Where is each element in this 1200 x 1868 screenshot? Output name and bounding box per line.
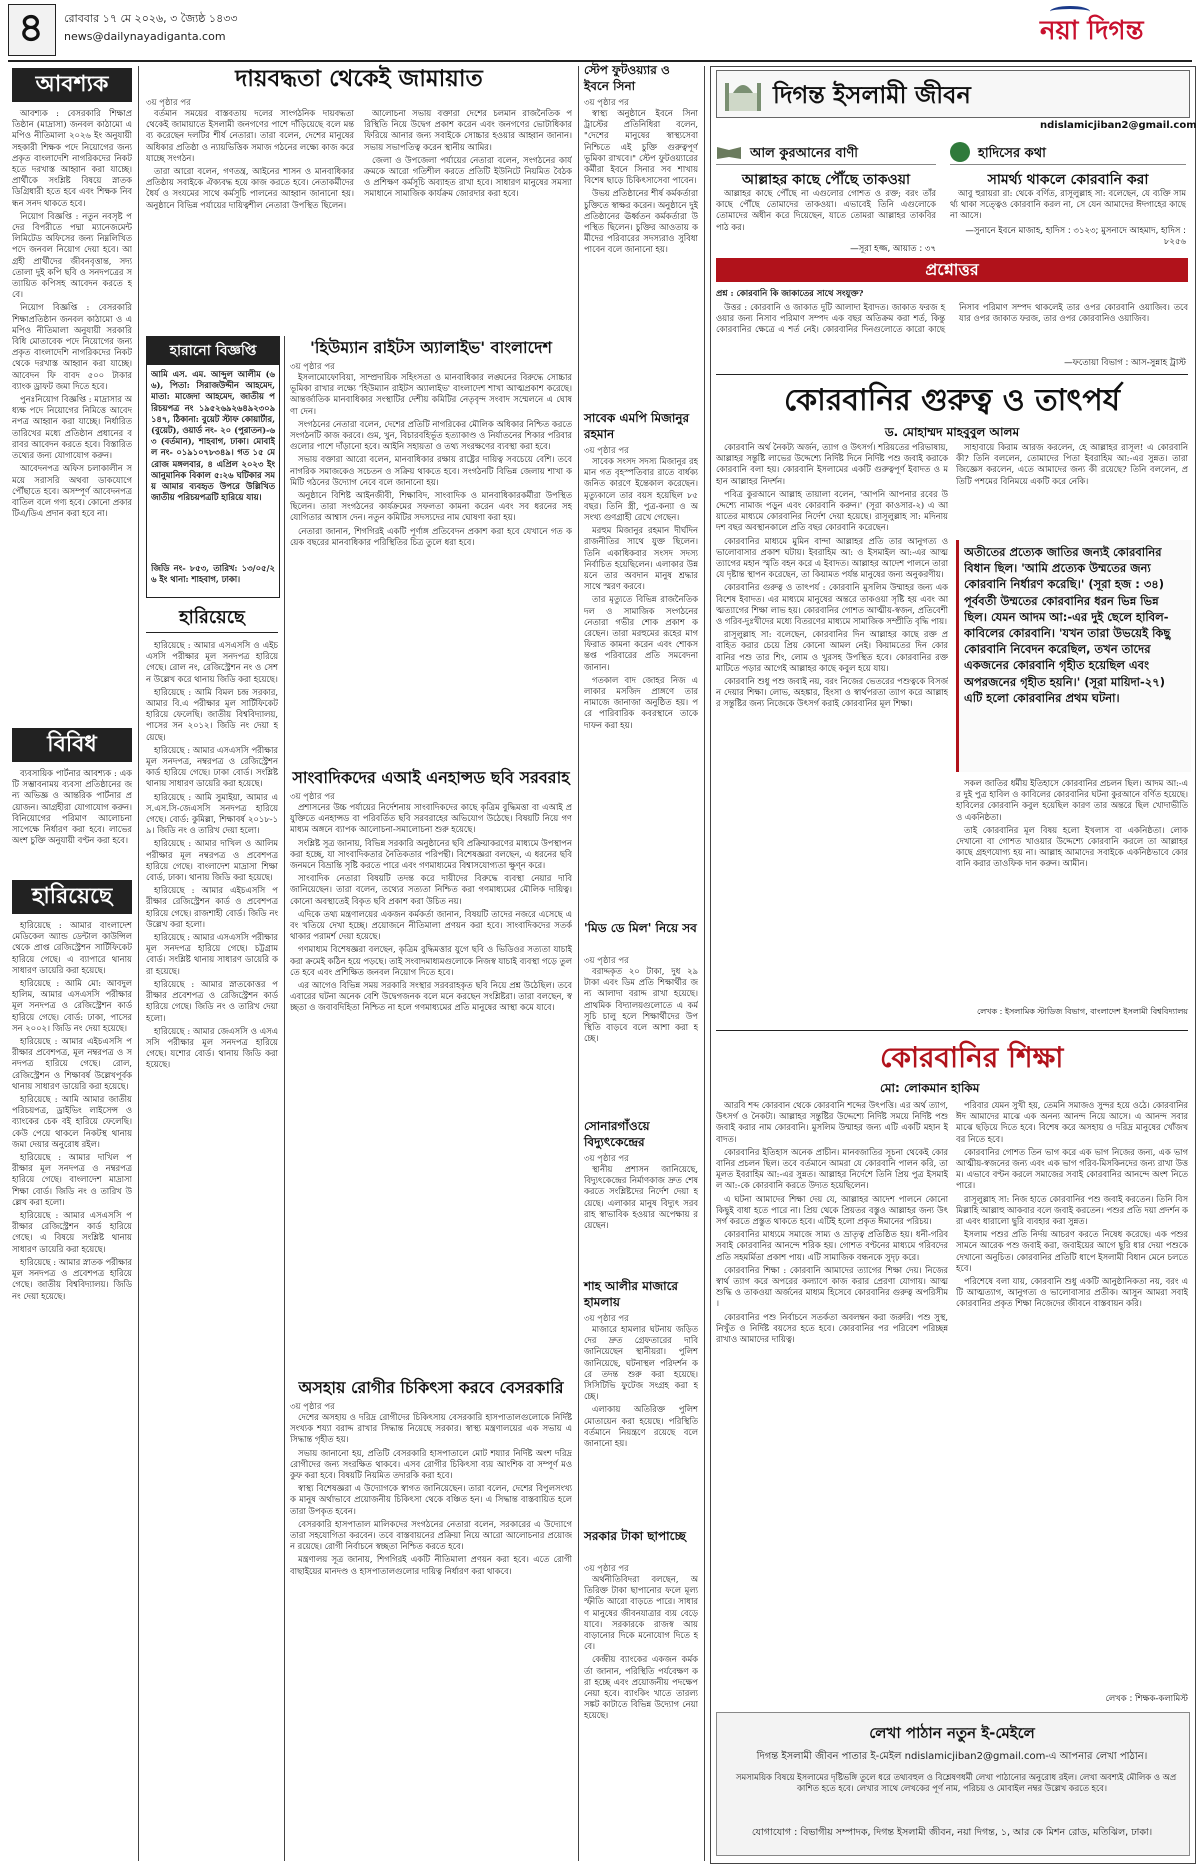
ex-mp-kicker: ৩য় পৃষ্ঠার পর: [584, 446, 629, 456]
shah-ali-body: মাজারে হামলার ঘটনায় জড়িতদের দ্রুত গ্রেফতারের দাবি জানিয়েছেন স্থানীয়রা। পুলিশ জানিয়েছে, ঘটনাস্থল পরিদর্শন করে তদন্ত শুরু করা হয়েছে। সিসিটিভি ফুটেজ সংগ্রহ করা হচ্ছে। এলাকায় অতিরিক্ত পুলিশ মোতায়েন করা হয়েছে। পরিস্থিতি বর্তমানে নিয়ন্ত্রণে রয়েছে বলে জানানো হয়।: [584, 1324, 698, 1449]
poor-patients-kicker: ৩য় পৃষ্ঠার পর: [290, 1402, 335, 1412]
logo-text: নয়া দিগন্ত: [1040, 16, 1144, 46]
lost-notices-center: হারিয়েছে : আমার এসএসসি ও এইচএসসি পরীক্ষার মূল সনদপত্র হারিয়ে গেছে। রোল নং, রেজিস্ট্রেশন নং ও সেশন উল্লেখ করে থানায় জিডি করা হয়েছে। হারিয়েছে : আমি বিমল চন্দ্র সরকার, আমার বি.এ পরীক্ষার মূল সার্টিফিকেট হারিয়ে ফেলেছি। জাতীয় বিশ্ববিদ্যালয়, পাসের সন ২০১২। জিডি নং দেয়া হয়েছে। হারিয়েছে : আমার এসএসসি পরীক্ষার মূল সনদপত্র, নম্বরপত্র ও রেজিস্ট্রেশন কার্ড হারিয়ে গেছে। ঢাকা বোর্ড। সংশ্লিষ্ট থানায় সাধারণ ডায়েরি করা হয়েছে। হারিয়েছে : আমি সুমাইয়া, আমার এস.এস.সি-জেএসসি সনদপত্র হারিয়ে গেছে। বোর্ড: কুমিল্লা, শিক্ষাবর্ষ ২০১৮-১৯। জিডি নং ও তারিখ দেয়া হলো। হারিয়েছে : আমার দাখিল ও আলিম পরীক্ষার মূল নম্বরপত্র ও প্রবেশপত্র হারিয়ে গেছে। বাংলাদেশ মাদ্রাসা শিক্ষা বোর্ড, ঢাকা। থানায় জিডি করা হয়েছে। হারিয়েছে : আমার এইচএসসি পরীক্ষার রেজিস্ট্রেশন কার্ড ও প্রবেশপত্র হারিয়ে গেছে। রাজশাহী বোর্ড। জিডি নং উল্লেখ করা হলো। হারিয়েছে : আমার এসএসসি পরীক্ষার মূল সনদপত্র হারিয়ে গেছে। চট্টগ্রাম বোর্ড। সংশ্লিষ্ট থানায় সাধারণ ডায়েরি করা হয়েছে। হারিয়েছে : আমার স্নাতকোত্তর পরীক্ষার প্রবেশপত্র ও রেজিস্ট্রেশন কার্ড হারিয়ে গেছে। জিডি নং ও তারিখ দেয়া হলো। হারিয়েছে : আমার জেএসসি ও এসএসসি পরীক্ষার মূল সনদপত্র হারিয়ে গেছে। যশোর বোর্ড। থানায় জিডি করা হয়েছে।: [146, 640, 278, 1070]
lesson-author: মো: লোকমান হাকিম: [880, 1081, 980, 1095]
masthead: [0, 0, 1200, 62]
lesson-body-left: আরবি শব্দ কোরবান থেকে কোরবানি শব্দের উৎপত্তি। এর অর্থ ত্যাগ, উৎসর্গ ও নৈকট্য। আল্লাহর সন্তুষ্টির উদ্দেশ্যে নির্দিষ্ট সময়ে নির্দিষ্ট পশু জবাই করার নাম কোরবানি। মুসলিম উম্মাহর জন্য এটি একটি মহান ইবাদত। কোরবানির ইতিহাস অনেক প্রাচীন। মানবজাতির সূচনা থেকেই কোরবানির প্রচলন ছিল। তবে বর্তমানে আমরা যে কোরবানি পালন করি, তা মূলত ইবরাহিম আ:-এর সুন্নত। আল্লাহর নির্দেশে তিনি প্রিয় পুত্র ইসমাইল আ:-কে কোরবানি করতে উদ্যত হয়েছিলেন। এ ঘটনা আমাদের শিক্ষা দেয় যে, আল্লাহর আদেশ পালনে কোনো কিছুই বাধা হতে পারে না। প্রিয় থেকে প্রিয়তর বস্তুও আল্লাহর জন্য উৎসর্গ করতে প্রস্তুত থাকতে হবে। এটিই হলো প্রকৃত ঈমানের পরিচয়। কোরবানির মাধ্যমে সমাজে সাম্য ও ভ্রাতৃত্ব প্রতিষ্ঠিত হয়। ধনী-গরিব সবাই কোরবানির আনন্দে শরিক হয়। গোশত বণ্টনের মাধ্যমে গরিবদের প্রতি সহমর্মিতা প্রকাশ পায়। এটি সামাজিক বন্ধনকে সুদৃঢ় করে। কোরবানির শিক্ষা : কোরবানি আমাদের ত্যাগের শিক্ষা দেয়। নিজের স্বার্থ ত্যাগ করে অপরের কল্যাণে কাজ করার প্রেরণা যোগায়। আত্মশুদ্ধি ও তাকওয়া অর্জনের মাধ্যম হিসেবে কোরবানির গুরুত্ব অপরিসীম। কোরবানির পশু নির্বাচনে সতর্কতা অবলম্বন করা জরুরি। পশু সুস্থ, নিখুঁত ও নির্দিষ্ট বয়সের হতে হবে। কোরবানির পর পরিবেশ পরিচ্ছন্ন রাখাও আমাদের দায়িত্ব।: [716, 1100, 948, 1345]
hadith-label-text: হাদিসের কথা: [978, 146, 1046, 161]
hadith-icon: [950, 142, 970, 162]
ex-mp-body: সাবেক সংসদ সদস্য মিজানুর রহমান গত বৃহস্পতিবার রাতে বার্ধক্যজনিত কারণে ইন্তেকাল করেছেন। মৃত্যুকালে তার বয়স হয়েছিল ৮৫ বছর। তিনি স্ত্রী, পুত্র-কন্যা ও অসংখ্য গুণগ্রাহী রেখে গেছেন। মরহুম মিজানুর রহমান দীর্ঘদিন রাজনীতির সাথে যুক্ত ছিলেন। তিনি একাধিকবার সংসদ সদস্য নির্বাচিত হয়েছিলেন। এলাকার উন্নয়নে তার অবদান মানুষ শ্রদ্ধার সাথে স্মরণ করবে। তার মৃত্যুতে বিভিন্ন রাজনৈতিক দল ও সামাজিক সংগঠনের নেতারা গভীর শোক প্রকাশ করেছেন। তারা মরহুমের রূহের মাগফিরাত কামনা করেন এবং শোকসন্তপ্ত পরিবারের প্রতি সমবেদনা জানান। গতকাল বাদ জোহর নিজ এলাকার মসজিদ প্রাঙ্গণে তার নামাজে জানাজা অনুষ্ঠিত হয়। পরে পারিবারিক কবরস্থানে তাকে দাফন করা হয়।: [584, 456, 698, 730]
journalists-ai-body: প্রশাসনের উচ্চ পর্যায়ের নির্দেশনায় সাংবাদিকদের কাছে কৃত্রিম বুদ্ধিমত্তা বা এআই প্রযুক্তিতে এনহান্সড বা পরিবর্তিত ছবি সরবরাহের অভিযোগ উঠেছে। বিষয়টি নিয়ে গণমাধ্যম অঙ্গনে ব্যাপক আলোচনা-সমালোচনা শুরু হয়েছে। সংশ্লিষ্ট সূত্র জানায়, বিভিন্ন সরকারি অনুষ্ঠানের ছবি প্রক্রিয়াকরণের মাধ্যমে উপস্থাপন করা হচ্ছে, যা সাংবাদিকতার নৈতিকতার পরিপন্থী। বিশেষজ্ঞরা বলছেন, এ ধরনের ছবি জনমনে বিভ্রান্তি সৃষ্টি করতে পারে এবং গণমাধ্যমের বিশ্বাসযোগ্যতা ক্ষুণ্ন করে। সাংবাদিক নেতারা বিষয়টি তদন্ত করে দায়ীদের বিরুদ্ধে ব্যবস্থা নেয়ার দাবি জানিয়েছেন। তারা বলেন, তথ্যের সত্যতা নিশ্চিত করা গণমাধ্যমের মৌলিক দায়িত্ব। কোনো অবস্থাতেই বিকৃত ছবি প্রকাশ করা উচিত নয়। এদিকে তথ্য মন্ত্রণালয়ের একজন কর্মকর্তা জানান, বিষয়টি তাদের নজরে এসেছে এবং খতিয়ে দেখা হচ্ছে। প্রয়োজনে নীতিমালা প্রণয়ন করা হবে। সাংবাদিকদের সতর্ক থাকার পরামর্শ দেয়া হয়েছে। গণমাধ্যম বিশেষজ্ঞরা বলছেন, কৃত্রিম বুদ্ধিমত্তার যুগে ছবি ও ভিডিওর সত্যতা যাচাই করা ক্রমেই কঠিন হয়ে পড়ছে। তাই সংবাদমাধ্যমগুলোকে নিজস্ব যাচাই ব্যবস্থা গড়ে তুলতে হবে এবং প্রশিক্ষিত জনবল নিয়োগ দিতে হবে। এর আগেও বিভিন্ন সময় সরকারি সংস্থার সরবরাহকৃত ছবি নিয়ে প্রশ্ন উঠেছিল। তবে এবারের ঘটনা অনেক বেশি উদ্বেগজনক বলে মনে করছেন সংশ্লিষ্টরা। তারা বলছেন, স্বচ্ছতা ও জবাবদিহিতা নিশ্চিত না হলে গণমাধ্যমের প্রতি মানুষের আস্থা কমে যাবে।: [290, 802, 572, 1013]
logo-swoosh-icon: [1050, 6, 1090, 17]
jamaat-headline: দায়বদ্ধতা থেকেই জামায়াত: [235, 66, 483, 92]
hadith-body: আবু হুরায়রা রা: থেকে বর্ণিত, রাসূলুল্লাহ সা: বলেছেন, যে ব্যক্তি সামর্থ্য থাকা সত্ত্বেও কোরবানি করল না, সে যেন আমাদের ঈদগাহের কাছে না আসে।: [950, 188, 1186, 221]
mosque-icon: [723, 75, 763, 113]
sonargaon-body: স্থানীয় প্রশাসন জানিয়েছে, বিদ্যুৎকেন্দ্রের নির্মাণকাজ দ্রুত শেষ করতে সংশ্লিষ্টদের নির্দেশ দেয়া হয়েছে। এলাকার মানুষ বিদ্যুৎ সরবরাহ স্বাভাবিক হওয়ার অপেক্ষায় রয়েছেন।: [584, 1164, 698, 1231]
misc-heading: বিবিধ: [12, 728, 132, 762]
step-footwear-body: স্বাস্থ্য অনুষ্ঠানে ইবনে সিনা ট্রাস্টের প্রতিনিধিরা বলেন, "দেশের মানুষের স্বাস্থ্যসেবা নিশ্চিতে এই চুক্তি গুরুত্বপূর্ণ ভূমিকা রাখবে।" স্টেপ ফুটওয়্যারের কর্মীরা ইবনে সিনার সব শাখায় বিশেষ ছাড়ে চিকিৎসাসেবা পাবেন। উভয় প্রতিষ্ঠানের শীর্ষ কর্মকর্তারা চুক্তিতে স্বাক্ষর করেন। অনুষ্ঠানে দুই প্রতিষ্ঠানের ঊর্ধ্বতন কর্মকর্তারা উপস্থিত ছিলেন। চুক্তির আওতায় কর্মীদের পরিবারের সদস্যরাও সুবিধা পাবেন বলে জানানো হয়।: [584, 108, 698, 255]
feature-author: ড. মোহাম্মদ মাহবুবুল আলম: [884, 425, 1020, 439]
feature-rule: [716, 374, 1188, 375]
jamaat-kicker: ৩য় পৃষ্ঠার পর: [146, 98, 191, 108]
quran-book-icon: [716, 144, 742, 160]
mid-day-meal-body: বরাদ্দকৃত ২০ টাকা, দুধ ২৯ টাকা এবং ডিম প্রতি শিক্ষার্থীর জন্য আলাদা বরাদ্দ রাখা হয়েছে। প্রাথমিক বিদ্যালয়গুলোতে এ কর্মসূচি চালু হলে শিক্ষার্থীদের উপস্থিতি বাড়বে বলে আশা করা হচ্ছে।: [584, 966, 698, 1044]
ex-mp-headline: সাবেক এমপি মিজানুর রহমান: [584, 411, 690, 441]
govt-money-headline: সরকার টাকা ছাপাচ্ছে: [584, 1529, 686, 1543]
submission-title: লেখা পাঠান নতুন ই-মেইলে: [869, 1724, 1035, 1742]
quran-label-text: আল কুরআনের বাণী: [750, 146, 859, 161]
qa-question: প্রশ্ন : কোরবানি কি জাকাতের সাথে সংযুক্ত?: [716, 288, 864, 298]
qa-banner-title: প্রশ্নোত্তর: [925, 260, 979, 279]
islamic-email[interactable]: ndislamicjiban2@gmail.com: [1040, 120, 1197, 131]
poor-patients-headline: অসহায় রোগীর চিকিৎসা করবে বেসরকারি: [298, 1378, 564, 1397]
lost-notice-title: হারানো বিজ্ঞপ্তি: [147, 337, 279, 365]
lost-notice-box: [146, 336, 280, 598]
journalists-ai-kicker: ৩য় পৃষ্ঠার পর: [290, 792, 335, 802]
submission-address: যোগাযোগ : বিভাগীয় সম্পাদক, দিগন্ত ইসলামী জীবন, নয়া দিগন্ত, ১, আর কে মিশন রোড, মতিঝিল, ঢাকা।: [751, 1827, 1153, 1838]
submission-text[interactable]: দিগন্ত ইসলামী জীবন পাতার ই-মেইল ndislamicjiban2@gmail.com-এ আপনার লেখা পাঠান।: [756, 1751, 1148, 1762]
lost-section-heading: হারিয়েছে: [146, 604, 278, 633]
mid-day-meal-kicker: ৩য় পৃষ্ঠার পর: [584, 956, 629, 966]
lesson-credit: লেখক : শিক্ষক-কলামিস্ট: [1105, 1694, 1188, 1704]
qa-banner: [716, 258, 1188, 282]
lesson-rule: [716, 1030, 1188, 1031]
hadith-label: [950, 142, 1186, 165]
issue-date: রোববার ১৭ মে ২০২৬, ৩ জ্যৈষ্ঠ ১৪৩৩: [64, 12, 238, 25]
journalists-ai-headline: সাংবাদিকদের এআই এনহান্সড ছবি সরবরাহ: [292, 768, 570, 787]
lost-notice-gd: জিডি নং- ৮৫৩, তারিখ: ১৩/০৫/২৬ ইং থানা: শাহবাগ, ঢাকা।: [151, 563, 275, 585]
jamaat-body: বর্তমান সময়ের বাস্তবতায় দলের সাংগঠনিক দায়বদ্ধতা থেকেই জামায়াতে ইসলামী জনগণের পাশে দাঁড়িয়েছে বলে মন্তব্য করেছেন দলটির শীর্ষ নেতারা। তারা বলেন, দেশের মানুষের অধিকার প্রতিষ্ঠা ও ন্যায়ভিত্তিক সমাজ গঠনের লক্ষ্যে কাজ করে যাচ্ছে সংগঠন। তারা আরো বলেন, গণতন্ত্র, আইনের শাসন ও মানবাধিকার প্রতিষ্ঠায় সবাইকে ঐক্যবদ্ধ হয়ে কাজ করতে হবে। নেতাকর্মীদের ধৈর্য ও সংযমের সাথে কর্মসূচি পালনের আহ্বান জানানো হয়। অনুষ্ঠানে বিভিন্ন পর্যায়ের দায়িত্বশীল নেতারা উপস্থিত ছিলেন। আলোচনা সভায় বক্তারা দেশের চলমান রাজনৈতিক পরিস্থিতি নিয়ে উদ্বেগ প্রকাশ করেন এবং জনগণের ভোটাধিকার ফিরিয়ে আনার জন্য সবাইকে সোচ্চার হওয়ার আহ্বান জানান। সভায় সভাপতিত্ব করেন স্থানীয় আমির। জেলা ও উপজেলা পর্যায়ের নেতারা বলেন, সংগঠনের কার্যক্রমকে আরো গতিশীল করতে প্রতিটি ইউনিটে নিয়মিত বৈঠক ও প্রশিক্ষণ কর্মসূচি অব্যাহত রাখা হবে। সাধারণ মানুষের সমস্যা সমাধানে সামাজিক কার্যক্রম জোরদার করা হবে।: [146, 108, 572, 210]
misc-text: ব্যবসায়িক পার্টনার আবশ্যক : একটি সম্ভাবনাময় ব্যবসা প্রতিষ্ঠানের জন্য অভিজ্ঞ ও আন্তরিক পার্টনার প্রয়োজন। আগ্রহীরা যোগাযোগ করুন। বিনিয়োগের পরিমাণ আলোচনা সাপেক্ষে নির্ধারণ করা হবে। লাভের অংশ চুক্তি অনুযায়ী বণ্টন করা হবে।: [12, 768, 132, 846]
hadith-title: সামর্থ্য থাকলে কোরবানি করা: [987, 172, 1149, 188]
newspaper-logo[interactable]: [1040, 4, 1192, 52]
column-rule-2: [284, 336, 285, 1861]
step-footwear-headline: স্টেপ ফুটওয়্যার ও ইবনে সিনা: [584, 63, 670, 93]
step-footwear-kicker: ৩য় পৃষ্ঠার পর: [584, 98, 629, 108]
feature-body-right-bottom: সকল জাতির ধর্মীয় ইতিহাসে কোরবানির প্রচলন ছিল। আদম আ:-এর দুই পুত্র হাবিল ও কাবিলের কোরবানির ঘটনা কুরআনে বর্ণিত হয়েছে। হাবিলের কোরবানি কবুল হয়েছিল কারণ তার অন্তরে ছিল খোদাভীতি ও একনিষ্ঠতা। তাই কোরবানির মূল বিষয় হলো ইখলাস বা একনিষ্ঠতা। লোক দেখানো বা গোশত খাওয়ার উদ্দেশ্যে কোরবানি করলে তা আল্লাহর কাছে গ্রহণযোগ্য হয় না। আল্লাহ আমাদের সবাইকে একনিষ্ঠভাবে কোরবানি করার তাওফিক দান করুন। আমীন।: [956, 778, 1188, 869]
lost-notices-left: হারিয়েছে : আমার বাংলাদেশ মেডিকেল অ্যান্ড ডেন্টাল কাউন্সিল থেকে প্রাপ্ত রেজিস্ট্রেশন সার্টিফিকেট হারিয়ে গেছে। এ ব্যাপারে থানায় সাধারণ ডায়েরি করা হয়েছে। হারিয়েছে : আমি মো: আবদুল হালিম, আমার এসএসসি পরীক্ষার মূল সনদপত্র ও রেজিস্ট্রেশন কার্ড হারিয়ে গেছে। বোর্ড: ঢাকা, পাসের সন ২০০২। জিডি নং দেয়া হয়েছে। হারিয়েছে : আমার এইচএসসি পরীক্ষার প্রবেশপত্র, মূল নম্বরপত্র ও সনদপত্র হারিয়ে গেছে। রোল, রেজিস্ট্রেশন ও শিক্ষাবর্ষ উল্লেখপূর্বক থানায় সাধারণ ডায়েরি করা হয়েছে। হারিয়েছে : আমি আমার জাতীয় পরিচয়পত্র, ড্রাইভিং লাইসেন্স ও ব্যাংকের চেক বই হারিয়ে ফেলেছি। কেউ পেয়ে থাকলে নিকটস্থ থানায় জমা দেয়ার অনুরোধ রইল। হারিয়েছে : আমার দাখিল পরীক্ষার মূল সনদপত্র ও নম্বরপত্র হারিয়ে গেছে। বাংলাদেশ মাদ্রাসা শিক্ষা বোর্ড। জিডি নং ও তারিখ উল্লেখ করা হলো। হারিয়েছে : আমার এসএসসি পরীক্ষার রেজিস্ট্রেশন কার্ড হারিয়ে গেছে। এ বিষয়ে সংশ্লিষ্ট থানায় সাধারণ ডায়েরি করা হয়েছে। হারিয়েছে : আমার স্নাতক পরীক্ষার মূল সনদপত্র ও প্রবেশপত্র হারিয়ে গেছে। জাতীয় বিশ্ববিদ্যালয়। জিডি নং দেয়া হয়েছে।: [12, 920, 132, 1301]
mid-day-meal-headline: 'মিড ডে মিল' নিয়ে সব: [584, 921, 697, 935]
pull-quote-text: অতীতের প্রত্যেক জাতির জন্যই কোরবানির বিধান ছিল। 'আমি প্রত্যেক উম্মতের জন্য কোরবানি নির্ধারণ করেছি।' (সূরা হজ : ৩৪) পূর্ববর্তী উম্মতের কোরবানির ধরন ভিন্ন ভিন্ন ছিল। যেমন আদম আ:-এর দুই ছেলে হাবিল-কাবিলের কোরবানি। 'যখন তারা উভয়েই কিছু কোরবানি নিবেদন করেছিল, তখন তাদের একজনের কোরবানি গৃহীত হয়েছিল এবং অপরজনের গৃহীত হয়নি।' (সূরা মায়িদা-২৭) এটি হলো কোরবানির প্রথম ঘটনা।: [964, 545, 1171, 705]
sonargaon-kicker: ৩য় পৃষ্ঠার পর: [584, 1154, 629, 1164]
hadith-source: —সুনানে ইবনে মাজাহ, হাদিস : ৩১২৩; মুসনাদে আহমাদ, হাদিস : ৮২৫৬: [965, 226, 1186, 247]
ads-heading: আবশ্যক: [12, 68, 132, 102]
quran-source: —সূরা হজ্জ, আয়াত : ৩৭: [850, 244, 936, 254]
qa-body: উত্তর : কোরবানি ও জাকাত দুটি আলাদা ইবাদত। জাকাত ফরজ হওয়ার জন্য নিসাব পরিমাণ সম্পদ এক বছর অতিক্রম করা শর্ত, কিন্তু কোরবানির ক্ষেত্রে এ শর্ত নেই। কোরবানির দিনগুলোতে কারো কাছে নিসাব পরিমাণ সম্পদ থাকলেই তার ওপর কোরবানি ওয়াজিব। তবে যার ওপর জাকাত ফরজ, তার ওপর কোরবানিও ওয়াজিব।: [716, 302, 1188, 335]
poor-patients-body: দেশের অসহায় ও দরিদ্র রোগীদের চিকিৎসায় বেসরকারি হাসপাতালগুলোকে নির্দিষ্ট সংখ্যক শয্যা বরাদ্দ রাখার সিদ্ধান্ত নিয়েছে সরকার। স্বাস্থ্য মন্ত্রণালয়ের এক সভায় এ সিদ্ধান্ত গৃহীত হয়। সভায় জানানো হয়, প্রতিটি বেসরকারি হাসপাতালে মোট শয্যার নির্দিষ্ট অংশ দরিদ্র রোগীদের জন্য সংরক্ষিত থাকবে। এসব রোগীর চিকিৎসা ব্যয় আংশিক বা সম্পূর্ণ মওকুফ করা হবে। বিষয়টি নিয়মিত তদারকি করা হবে। স্বাস্থ্য বিশেষজ্ঞরা এ উদ্যোগকে স্বাগত জানিয়েছেন। তারা বলেন, দেশের বিপুলসংখ্যক মানুষ অর্থাভাবে প্রয়োজনীয় চিকিৎসা থেকে বঞ্চিত হন। এ সিদ্ধান্ত বাস্তবায়িত হলে তারা উপকৃত হবেন। বেসরকারি হাসপাতাল মালিকদের সংগঠনের নেতারা বলেন, সরকারের এ উদ্যোগে তারা সহযোগিতা করবেন। তবে বাস্তবায়নের প্রক্রিয়া নিয়ে আরো আলোচনার প্রয়োজন রয়েছে। রোগী নির্বাচনে স্বচ্ছতা নিশ্চিত করতে হবে। মন্ত্রণালয় সূত্র জানায়, শিগগিরই একটি নীতিমালা প্রণয়ন করা হবে। এতে রোগী বাছাইয়ের মানদণ্ড ও হাসপাতালগুলোর দায়িত্ব নির্ধারণ করা থাকবে।: [290, 1412, 572, 1576]
hr-alliance-body: ইসলামোফোবিয়া, সাম্প্রদায়িক সহিংসতা ও মানবাধিকার লঙ্ঘনের বিরুদ্ধে সোচ্চার ভূমিকা রাখার লক্ষ্যে 'হিউম্যান রাইটস অ্যালাইভ' বাংলাদেশ শাখা আত্মপ্রকাশ করেছে। আন্তর্জাতিক মানবাধিকার সংস্থাটির দেশীয় কমিটির নেতৃবৃন্দ সংবাদ সম্মেলনে এ ঘোষণা দেন। সংগঠনের নেতারা বলেন, দেশের প্রতিটি নাগরিকের মৌলিক অধিকার নিশ্চিত করতে সংগঠনটি কাজ করবে। গুম, খুন, বিচারবহির্ভূত হত্যাকাণ্ড ও নির্যাতনের শিকার পরিবারগুলোর পাশে দাঁড়ানো হবে। আইনি সহায়তা ও তথ্য সংরক্ষণের ব্যবস্থা করা হবে। সভায় বক্তারা আরো বলেন, মানবাধিকার রক্ষায় রাষ্ট্রের দায়িত্ব সবচেয়ে বেশি। তবে নাগরিক সমাজকেও সচেতন ও সক্রিয় থাকতে হবে। সংগঠনটি বিভিন্ন জেলায় শাখা কমিটি গঠনের উদ্যোগ নেবে বলে জানানো হয়। অনুষ্ঠানে বিশিষ্ট আইনজীবী, শিক্ষাবিদ, সাংবাদিক ও মানবাধিকারকর্মীরা উপস্থিত ছিলেন। তারা সংগঠনের কার্যক্রমের সফলতা কামনা করেন এবং সব ধরনের সহযোগিতার আশ্বাস দেন। নতুন কমিটির সদস্যদের নাম ঘোষণা করা হয়। নেতারা জানান, শিগগিরই একটি পূর্ণাঙ্গ প্রতিবেদন প্রকাশ করা হবে যেখানে গত কয়েক বছরের মানবাধিকার পরিস্থিতির চিত্র তুলে ধরা হবে।: [290, 372, 572, 547]
column-rule-3: [578, 66, 579, 1861]
shah-ali-kicker: ৩য় পৃষ্ঠার পর: [584, 1314, 629, 1324]
column-rule-1: [138, 66, 139, 1861]
sonargaon-headline: সোনারগাঁওয়ে বিদ্যুৎকেন্দ্রের: [584, 1119, 650, 1149]
hr-alliance-headline: 'হিউম্যান রাইটস অ্যালাইভ' বাংলাদেশ: [310, 338, 552, 357]
quran-title: আল্লাহর কাছে পৌঁছে তাকওয়া: [741, 172, 911, 188]
islamic-banner-title: দিগন্ত ইসলামী জীবন: [773, 81, 971, 109]
feature-body-left: কোরবানি অর্থ নৈকট্য অর্জন, ত্যাগ ও উৎসর্গ। শরিয়তের পরিভাষায়, আল্লাহর সন্তুষ্টি লাভের উদ্দেশ্যে নির্দিষ্ট দিনে নির্দিষ্ট পশু জবাই করাকে কোরবানি বলা হয়। কোরবানি ইসলামের একটি গুরুত্বপূর্ণ ইবাদত ও মহান আল্লাহর নিদর্শন। পবিত্র কুরআনে আল্লাহ তায়ালা বলেন, 'আপনি আপনার রবের উদ্দেশ্যে নামাজ পড়ুন এবং কোরবানি করুন।' (সূরা কাওসার-২) এ আয়াতের মাধ্যমে কোরবানির নির্দেশ দেয়া হয়েছে। রাসূলুল্লাহ সা: মদিনায় দশ বছর অবস্থানকালে প্রতি বছর কোরবানি করেছেন। কোরবানির মাধ্যমে মুমিন বান্দা আল্লাহর প্রতি তার আনুগত্য ও ভালোবাসার প্রকাশ ঘটায়। ইবরাহিম আ: ও ইসমাইল আ:-এর আত্মত্যাগের মহান স্মৃতি বহন করে এ ইবাদত। আল্লাহর আদেশ পালনে তারা যে দৃষ্টান্ত স্থাপন করেছেন, তা কিয়ামত পর্যন্ত মানুষের জন্য অনুকরণীয়। কোরবানির গুরুত্ব ও তাৎপর্য : কোরবানি মুসলিম উম্মাহর জন্য এক বিশেষ ইবাদত। এর মাধ্যমে মানুষের অন্তরে তাকওয়া সৃষ্টি হয় এবং আত্মত্যাগের শিক্ষা লাভ হয়। কোরবানির গোশত আত্মীয়-স্বজন, প্রতিবেশী ও গরিব-দুঃখীদের মধ্যে বিতরণের মাধ্যমে সামাজিক সম্প্রীতি বৃদ্ধি পায়। রাসূলুল্লাহ সা: বলেছেন, কোরবানির দিন আল্লাহর কাছে রক্ত প্রবাহিত করার চেয়ে প্রিয় কোনো আমল নেই। কিয়ামতের দিন কোরবানির পশু তার শিং, লোম ও খুরসহ উপস্থিত হবে। কোরবানির রক্ত মাটিতে পড়ার আগেই আল্লাহর কাছে কবুল হয়ে যায়। কোরবানি শুধু পশু জবাই নয়, বরং নিজের ভেতরের পশুত্বকে বিসর্জন দেয়ার শিক্ষা। লোভ, অহঙ্কার, হিংসা ও স্বার্থপরতা ত্যাগ করে আল্লাহর সন্তুষ্টির জন্য নিজেকে উৎসর্গ করাই কোরবানির মূল শিক্ষা।: [716, 442, 948, 709]
quran-body: আল্লাহর কাছে পৌঁছে না এগুলোর গোশত ও রক্ত; বরং তাঁর কাছে পৌঁছে তোমাদের তাকওয়া। এভাবেই তিনি এগুলোকে তোমাদের অধীন করে দিয়েছেন, যাতে তোমরা আল্লাহর তাকবির পাঠ কর।: [716, 188, 936, 232]
lesson-title: কোরবানির শিক্ষা: [880, 1041, 1064, 1074]
govt-money-kicker: ৩য় পৃষ্ঠার পর: [584, 1564, 629, 1574]
shah-ali-headline: শাহ আলীর মাজারে হামলায়: [584, 1279, 678, 1309]
lost-notice-body: আমি এস. এম. আব্দুল আলীম (৬৬), পিতা: সিরাজউদ্দীন আহমেদ, মাতা: মাজেদা আহমেদ, জাতীয় পরিচয়পত্র নং ১৯৫২৬৯২৬৪৯২৩০৯১৪৭, ঠিকানা: বুয়েট স্টাফ কোয়ার্টার, (বুয়েট), ওয়ার্ড নং- ২০ (পুরাতন)-৬৩ (বর্তমান), শাহবাগ, ঢাকা। মোবাইল নং- ০১৯১০৭৮৩৪৯। গত ১৫ মে রোজ মঙ্গলবার, ৪ এপ্রিল ২০২৩ ইং আনুমানিক বিকাল ৫:২৬ ঘটিকার সময় আমার ব্যবহৃত উপরে উল্লিখিত জাতীয় পরিচয়পত্রটি হারিয়ে যায়।: [151, 369, 275, 503]
lost-heading: হারিয়েছে: [12, 880, 132, 914]
hr-alliance-kicker: ৩য় পৃষ্ঠার পর: [290, 362, 335, 372]
quran-label: [716, 142, 936, 165]
contact-email: news@dailynayadiganta.com: [64, 30, 226, 43]
feature-title: কোরবানির গুরুত্ব ও তাৎপর্য: [783, 383, 1120, 418]
govt-money-body: অর্থনীতিবিদরা বলছেন, অতিরিক্ত টাকা ছাপানোর ফলে মূল্যস্ফীতি আরো বাড়তে পারে। সাধারণ মানুষের জীবনযাত্রার ব্যয় বেড়ে যাবে। সরকারকে রাজস্ব আয় বাড়ানোর দিকে মনোযোগ দিতে হবে। কেন্দ্রীয় ব্যাংকের একজন কর্মকর্তা জানান, পরিস্থিতি পর্যবেক্ষণ করা হচ্ছে এবং প্রয়োজনীয় পদক্ষেপ নেয়া হবে। ব্যাংকিং খাতে তারল্য সঙ্কট কাটাতে বিভিন্ন উদ্যোগ নেয়া হয়েছে।: [584, 1574, 698, 1721]
submission-guidelines: সমসাময়িক বিষয়ে ইসলামের দৃষ্টিভঙ্গি তুলে ধরে তথ্যবহুল ও বিশ্লেষণধর্মী লেখা পাঠানোর অনুরোধ রইল। লেখা অবশ্যই মৌলিক ও অপ্রকাশিত হতে হবে। লেখার সাথে লেখকের পূর্ণ নাম, পরিচয় ও মোবাইল নম্বর উল্লেখ করতে হবে।: [735, 1772, 1177, 1794]
classified-ads-text: আবশ্যক : বেসরকারি শিক্ষাপ্রতিষ্ঠান (মাদ্রাসা) জনবল কাঠামো এমপিও নীতিমালা ২০২৬ ইং অনুযায়ী সহকারী শিক্ষক পদে নিয়োগের জন্য প্রকৃত বাংলাদেশি নাগরিকদের নিকট হতে দরখাস্ত আহ্বান করা যাচ্ছে। প্রার্থীকে সংশ্লিষ্ট বিষয়ে স্নাতক ডিগ্রিধারী হতে হবে এবং শিক্ষক নিবন্ধন সনদ থাকতে হবে। নিয়োগ বিজ্ঞপ্তি : নতুন নবসৃষ্ট পদের বিপরীতে পদ্মা ম্যানেজমেন্ট লিমিটেড অফিসের জন্য নিম্নলিখিত পদে জনবল নিয়োগ দেয়া হবে। আগ্রহী প্রার্থীদের জীবনবৃত্তান্ত, সদ্য তোলা দুই কপি ছবি ও সনদপত্রের সত্যায়িত কপিসহ আবেদন করতে হবে। নিয়োগ বিজ্ঞপ্তি : বেসরকারি শিক্ষাপ্রতিষ্ঠান জনবল কাঠামো ও এমপিও নীতিমালা অনুযায়ী সরকারি বিধি মোতাবেক পদে নিয়োগের জন্য প্রকৃত বাংলাদেশি নাগরিকদের নিকট থেকে দরখাস্ত আহ্বান করা যাচ্ছে। আবেদন ফি বাবদ ৫০০ টাকার ব্যাংক ড্রাফট জমা দিতে হবে। পুনঃনিয়োগ বিজ্ঞপ্তি : মাদ্রাসার অধ্যক্ষ পদে নিয়োগের নিমিত্তে আবেদনপত্র আহ্বান করা যাচ্ছে। নির্ধারিত তারিখের মধ্যে প্রতিষ্ঠান প্রধানের বরাবর আবেদন করতে হবে। বিস্তারিত তথ্যের জন্য যোগাযোগ করুন। আবেদনপত্র অফিস চলাকালীন সময়ে সরাসরি অথবা ডাকযোগে পৌঁছাতে হবে। অসম্পূর্ণ আবেদনপত্র বাতিল বলে গণ্য হবে। কোনো প্রকার টিএ/ডিএ প্রদান করা হবে না।: [12, 108, 132, 519]
qa-source: —ফতোয়া বিভাগ : আস-সুন্নাহ ট্রাস্ট: [1064, 358, 1186, 368]
feature-credit: লেখক : ইসলামিক স্টাডিজ বিভাগ, বাংলাদেশ ইসলামী বিশ্ববিদ্যালয়: [976, 1007, 1188, 1016]
column-rule-4: [704, 66, 705, 1861]
page-number-text: ৪: [18, 5, 44, 51]
feature-body-right-top: সাহাবায়ে কিরাম আরজ করলেন, হে আল্লাহর রাসূল! এ কোরবানি কী? তিনি বললেন, তোমাদের পিতা ইবরাহিম আ:-এর সুন্নত। তারা জিজ্ঞেস করলেন, এতে আমাদের জন্য কী রয়েছে? তিনি বললেন, প্রতিটি পশমের বিনিময়ে একটি করে নেকি।: [956, 442, 1188, 486]
islamic-banner: [716, 70, 1190, 118]
lesson-body-right: পরিবার যেমন সুখী হয়, তেমনি সমাজও সুন্দর হয়ে ওঠে। কোরবানির ঈদ আমাদের মাঝে এক অনন্য আনন্দ নিয়ে আসে। এ আনন্দ সবার মাঝে ছড়িয়ে দিতে হবে। বিশেষ করে অসহায় ও দরিদ্র মানুষের খোঁজখবর নিতে হবে। কোরবানির গোশত তিন ভাগ করে এক ভাগ নিজের জন্য, এক ভাগ আত্মীয়-স্বজনের জন্য এবং এক ভাগ গরিব-মিসকিনদের জন্য রাখা উত্তম। এভাবে বণ্টন করলে সমাজের সবাই কোরবানির আনন্দে অংশ নিতে পারে। রাসূলুল্লাহ সা: নিজ হাতে কোরবানির পশু জবাই করতেন। তিনি বিসমিল্লাহি আল্লাহু আকবার বলে জবাই করতেন। পশুর প্রতি দয়া প্রদর্শন করা এবং ধারালো ছুরি ব্যবহার করা সুন্নত। ইসলাম পশুর প্রতি নির্দয় আচরণ করতে নিষেধ করেছে। এক পশুর সামনে আরেক পশু জবাই করা, জবাইয়ের আগে ছুরি ধার দেয়া পশুকে দেখানো অনুচিত। কোরবানির প্রতিটি ধাপে ইসলামী বিধান মেনে চলতে হবে। পরিশেষে বলা যায়, কোরবানি শুধু একটি আনুষ্ঠানিকতা নয়, বরং এটি আত্মত্যাগ, আনুগত্য ও ভালোবাসার প্রতীক। আসুন আমরা সবাই কোরবানির প্রকৃত শিক্ষা নিজেদের জীবনে বাস্তবায়ন করি।: [956, 1100, 1188, 1309]
